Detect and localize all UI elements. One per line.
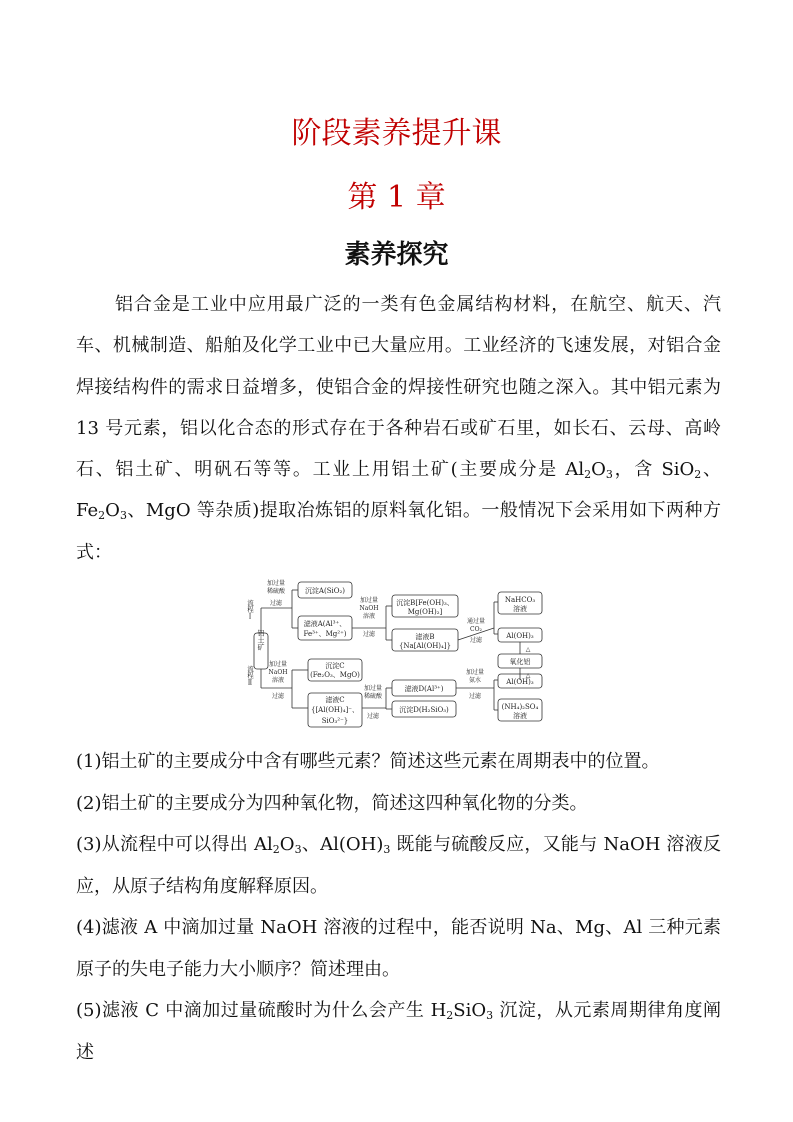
precipitate-a: 沉淀A(SiO₂): [304, 587, 346, 595]
question-1: (1)铝土矿的主要成分中含有哪些元素？简述这些元素在周期表中的位置。: [76, 751, 660, 772]
question-3: (3)从流程中可以得出 $Al_2O_3$、$Al(OH)_3$ 既能与硫酸反应，又能与 NaOH 溶液反应，从原子结构角度解释原因。: [76, 834, 721, 897]
precipitate-b-line2: Mg(OH)₂]: [407, 608, 443, 616]
filtrate-d: 滤液D(Al³⁺): [404, 685, 444, 693]
chapter-heading: 第 1 章: [347, 180, 446, 215]
f2-reagent-4: 过滤: [271, 693, 285, 700]
question-4: (4)滤液 A 中滴加过量 NaOH 溶液的过程中，能否说明 Na、Mg、Al 三种元素原子的失电子能力大小顺序？简述理由。: [76, 917, 721, 980]
heat-symbol-top: △: [525, 646, 531, 653]
f2-reagent-1: 加过量: [268, 661, 288, 668]
f1-reagent2-4: 过滤: [362, 631, 376, 638]
intro-paragraph: 铝合金是工业中应用最广泛的一类有色金属结构材料，在航空、航天、汽车、机械制造、船舶及化学工业中已大量应用。工业经济的飞速发展，对铝合金焊接结构件的需求日益增多，使铝合金的焊接性研究也随之深入。其中铝元素为 13 号元素，铝以化合态的形式存在于各种岩石或矿石里，如长石、云母、高岭石、铝土矿、明矾石等等。工业上用铝土矿(主要成分是 $Al_2O_3$，含 SiO$_2$、$Fe_2O_3$、MgO 等杂质)提取冶炼铝的原料氧化铝。一般情况下会采用如下两种方式：: [76, 294, 722, 563]
f2-reagent3-3: 过滤: [468, 693, 482, 700]
flow2-label: 流程Ⅱ: [246, 665, 254, 687]
f1-reagent2-3: 溶液: [362, 613, 376, 620]
f1-reagent2-1: 加过量: [359, 597, 379, 604]
f1-reagent-3: 过滤: [269, 600, 283, 607]
section-heading: 素养探究: [344, 240, 449, 270]
nahco3-line2: 溶液: [513, 605, 527, 613]
alumina-box: 氧化铝: [509, 658, 531, 666]
f1-reagent2-2: NaOH: [359, 605, 379, 612]
filtrate-b-line1: 滤液B: [415, 633, 435, 641]
precipitate-b-line1: 沉淀B[Fe(OH)₃、: [396, 599, 454, 607]
filtrate-c-line2: {[Al(OH)₄]⁻、: [310, 706, 360, 714]
filtrate-a-line2: Fe³⁺、Mg²⁺): [303, 630, 347, 638]
filtrate-c-line3: SiO₃²⁻}: [321, 717, 349, 725]
precipitate-c-line2: (Fe₂O₃、MgO): [310, 671, 360, 679]
f1-reagent3-3: 过滤: [469, 637, 483, 644]
aloh3-top: Al(OH)₃: [506, 632, 534, 640]
ammonium-sulfate-line2: 溶液: [513, 712, 527, 720]
question-5: (5)滤液 C 中滴加过量硫酸时为什么会产生 $H_2SiO_3$ 沉淀，从元素周期律角度阐述: [76, 1000, 721, 1063]
filtrate-b-line2: {Na[Al(OH)₄]}: [398, 642, 452, 650]
f1-reagent3-1: 通过量: [466, 618, 486, 625]
precipitate-c-line1: 沉淀C: [325, 662, 345, 670]
f1-reagent3-2: CO₂: [470, 626, 482, 633]
precipitate-d: 沉淀D(H₂SiO₃): [399, 706, 449, 714]
f2-reagent2-1: 加过量: [363, 685, 383, 692]
heat-symbol-bottom: △: [525, 672, 531, 679]
f2-reagent-3: 溶液: [271, 677, 285, 684]
ammonium-sulfate-line1: (NH₄)₂SO₄: [501, 703, 539, 711]
f2-reagent2-2: 稀硫酸: [363, 693, 383, 700]
bauxite-box: 铝土矿: [257, 629, 265, 651]
filtrate-a-line1: 滤液A(Al³⁺、: [303, 620, 347, 628]
question-2: (2)铝土矿的主要成分为四种氧化物，简述这四种氧化物的分类。: [76, 793, 588, 814]
f1-reagent-1: 加过量: [266, 580, 286, 587]
flow1-label: 流程Ⅰ: [246, 599, 254, 621]
f1-reagent-2: 稀硫酸: [266, 588, 286, 595]
filtrate-c-line1: 滤液C: [325, 696, 345, 704]
aloh3-bottom: Al(OH)₃: [506, 678, 534, 686]
f2-reagent2-3: 过滤: [366, 713, 380, 720]
nahco3-line1: NaHCO₃: [504, 596, 536, 604]
page-title: 阶段素养提升课: [291, 116, 502, 151]
process-flow-diagram: [246, 578, 546, 736]
f2-reagent3-1: 加过量: [465, 669, 485, 676]
f2-reagent3-2: 氨水: [468, 677, 482, 684]
f2-reagent-2: NaOH: [268, 669, 288, 676]
